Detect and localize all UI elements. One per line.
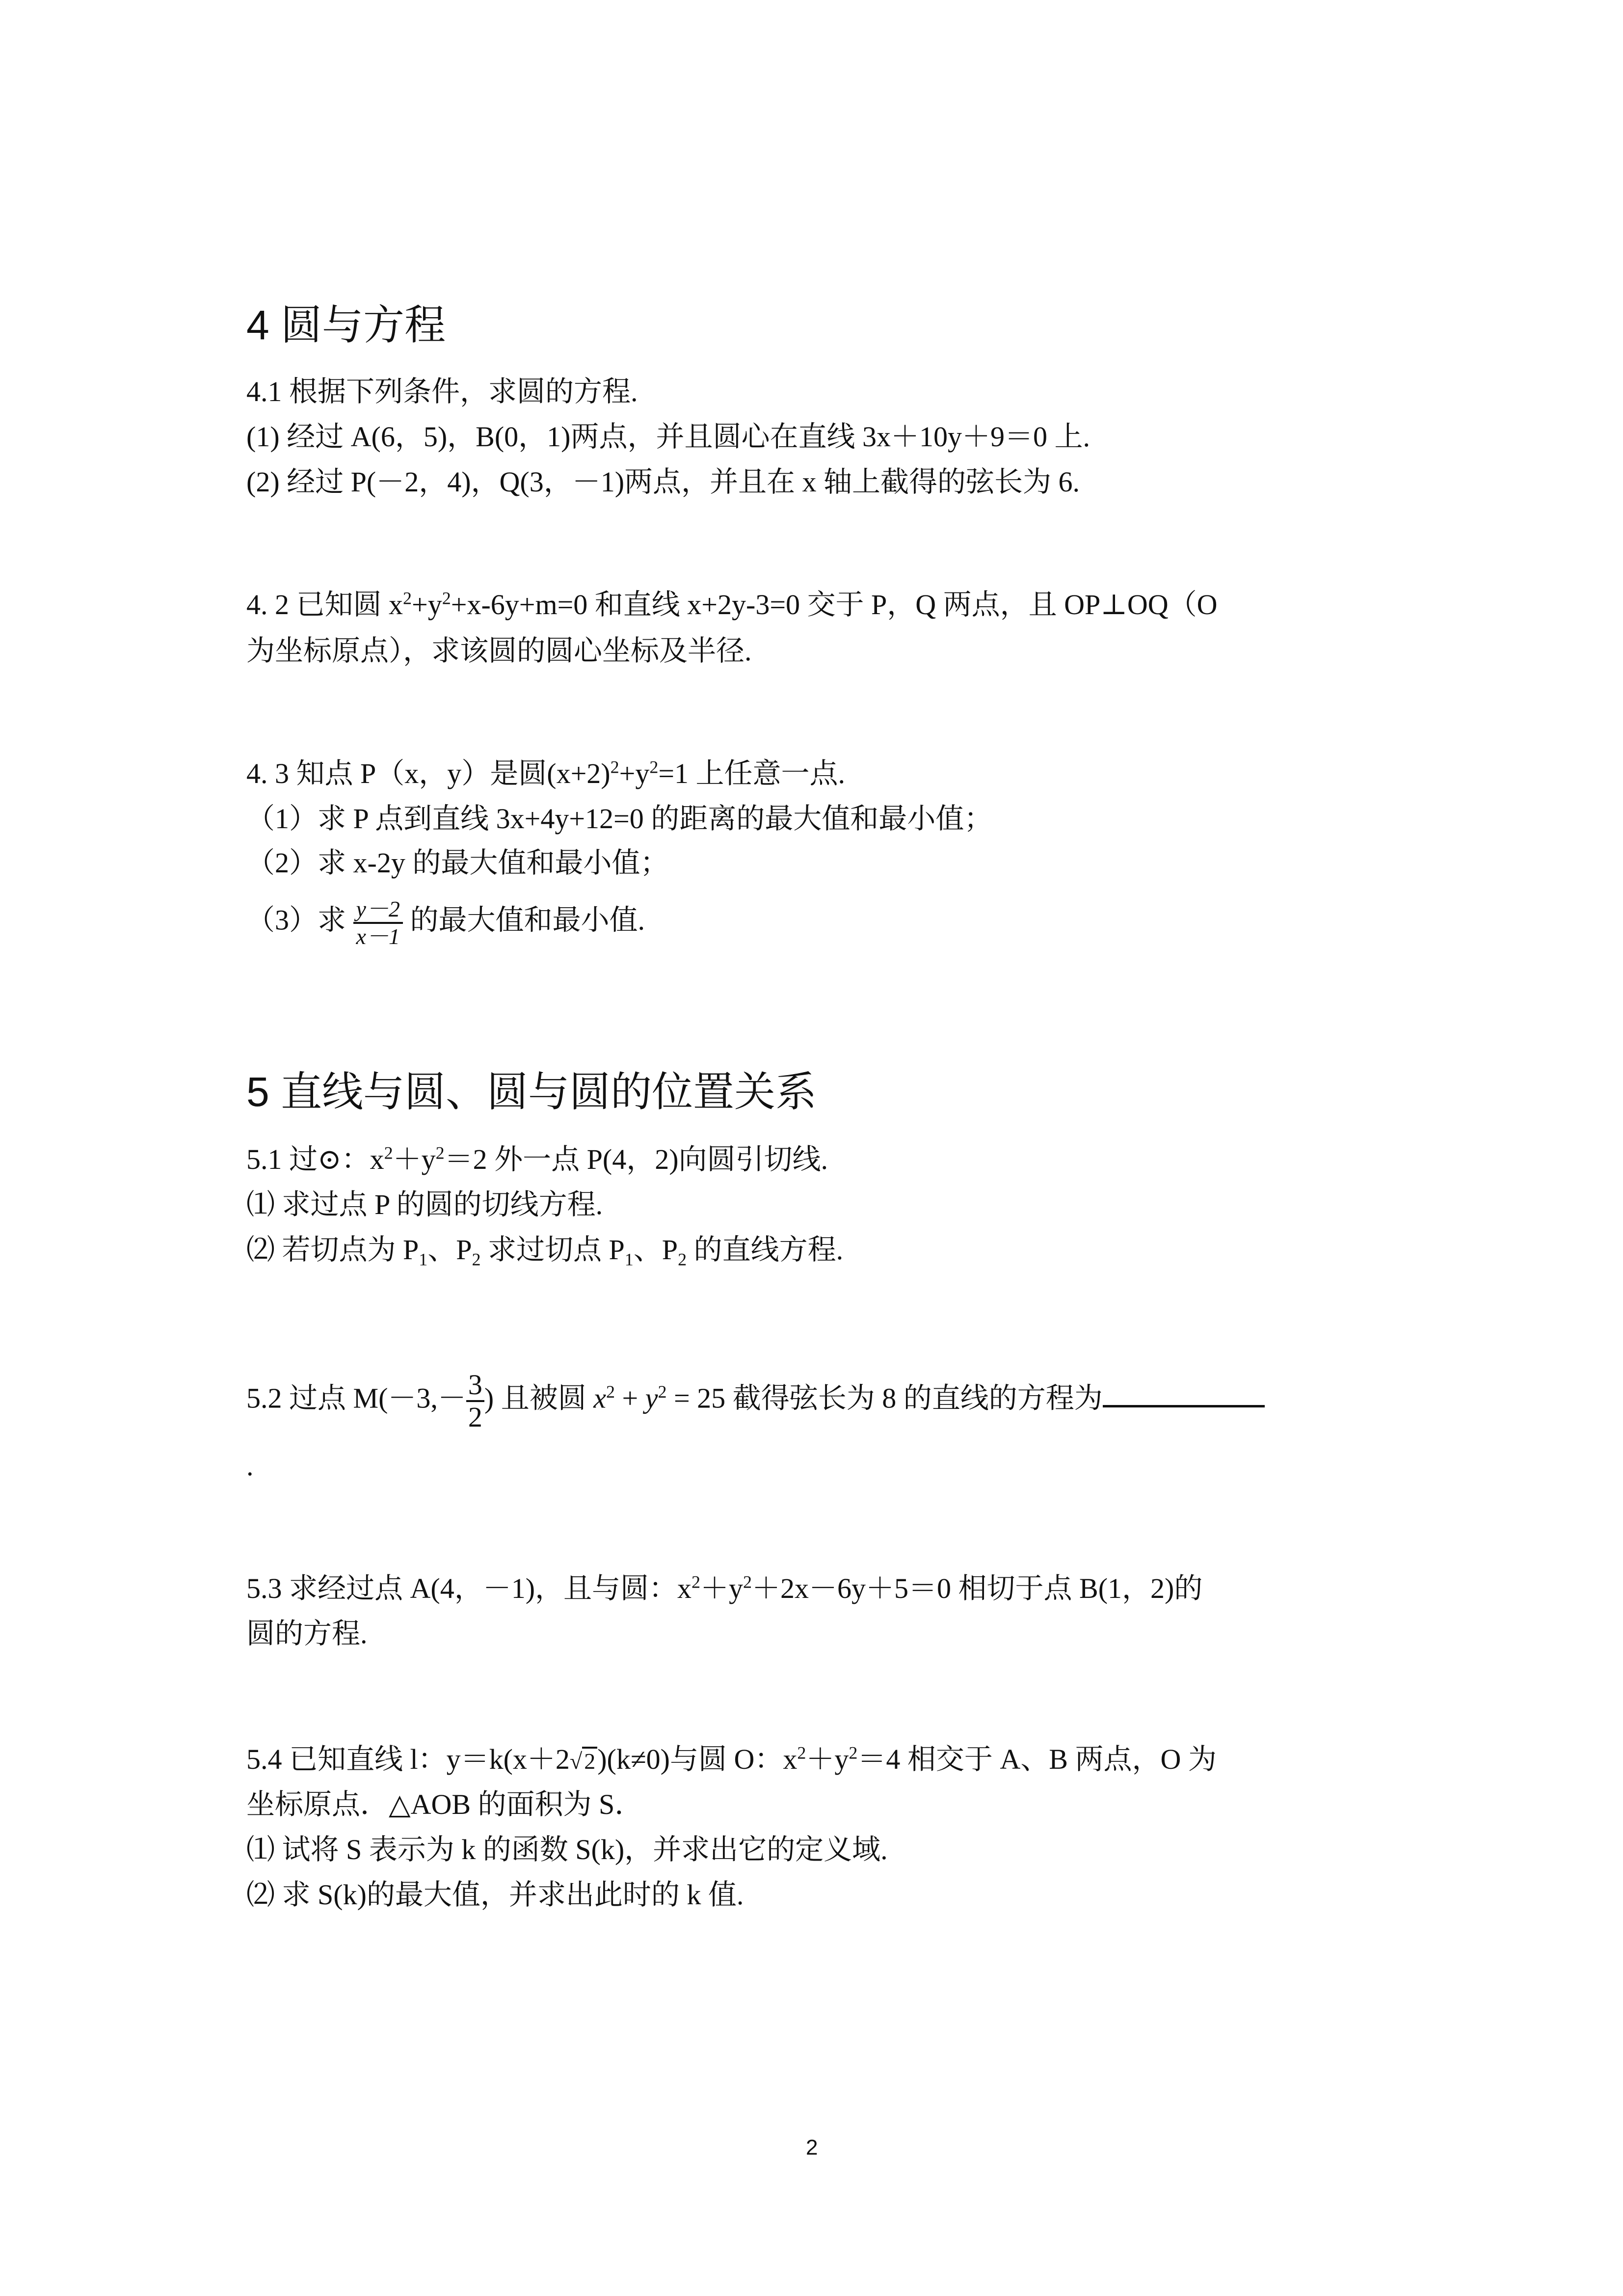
q51-part2: ⑵ 若切点为 $P_1$、$P_2$ 求过切点 $P_1$、$P_2$ 的直线方程. — [246, 1234, 844, 1270]
q51-stem: 5.1 过⊙：$x^2+y^2=2$ 外一点 P(4，2)向圆引切线. — [246, 1143, 828, 1175]
q43-part2: （2）求 x-2y 的最大值和最小值； — [246, 847, 669, 879]
q53-line1: 5.3 求经过点 A(4，－1)，且与圆：$x^2+y^2+2x-6y+5=0$ 相切于点 B(1，2)的 — [246, 1572, 1203, 1604]
q54-line1: 5.4 已知直线 l：y＝k(x＋2√2)(k≠0)与圆 O：$x^2+y^2=4$ 相交于 A、B 两点，O 为 — [246, 1737, 1217, 1784]
section-4-title: 4 圆与方程 — [246, 302, 446, 348]
q52-line2: . — [246, 1450, 254, 1482]
q52-fraction: $\frac{3}{2}$ — [466, 1370, 484, 1432]
q41-part1: (1) 经过 A(6，5)，B(0，1)两点，并且圆心在直线 3x＋10y＋9＝0 上. — [246, 421, 1090, 453]
q43-part3: （3）求 $\frac{y-2}{x-1}$ 的最大值和最小值. — [246, 896, 645, 949]
q42-line2: 为坐标原点），求该圆的圆心坐标及半径. — [246, 635, 752, 667]
sqrt-symbol: √2 — [570, 1739, 597, 1784]
answer-blank[interactable] — [1103, 1380, 1265, 1407]
q43-part1: （1）求 P 点到直线 3x+4y+12=0 的距离的最大值和最小值； — [246, 803, 993, 835]
q43-stem: 4. 3 知点 P（x，y）是圆$(x+2)^2+y^2=1$ 上任意一点. — [246, 757, 846, 789]
q41-part2: (2) 经过 P(－2，4)，Q(3，－1)两点，并且在 x 轴上截得的弦长为 6. — [246, 466, 1080, 498]
q53-line2: 圆的方程. — [246, 1618, 368, 1649]
q54-part1: ⑴ 试将 S 表示为 k 的函数 S(k)，并求出它的定义域. — [246, 1834, 888, 1865]
q54-part2: ⑵ 求 S(k)的最大值，并求出此时的 k 值. — [246, 1879, 744, 1911]
q41-stem: 4.1 根据下列条件，求圆的方程. — [246, 376, 638, 407]
q52-line1: 5.2 过点 M(－3,－ $\frac{3}{2}$ ) 且被圆 $x^2 + y^2 = 25$ 截得弦长为 8 的直线的方程为 — [246, 1370, 1265, 1432]
page-number: 2 — [806, 2135, 818, 2160]
q51-part1: ⑴ 求过点 P 的圆的切线方程. — [246, 1189, 603, 1220]
q42-line1: 4. 2 已知圆 $x^2+y^2+x-6y+m=0$ 和直线 x+2y-3=0 交于 P，Q 两点，且 OP⊥OQ（O — [246, 588, 1218, 621]
section-5-title: 5 直线与圆、圆与圆的位置关系 — [246, 1069, 817, 1115]
q43-fraction: $\frac{y-2}{x-1}$ — [353, 896, 403, 949]
q54-line2: 坐标原点．△AOB 的面积为 S． — [246, 1788, 643, 1820]
